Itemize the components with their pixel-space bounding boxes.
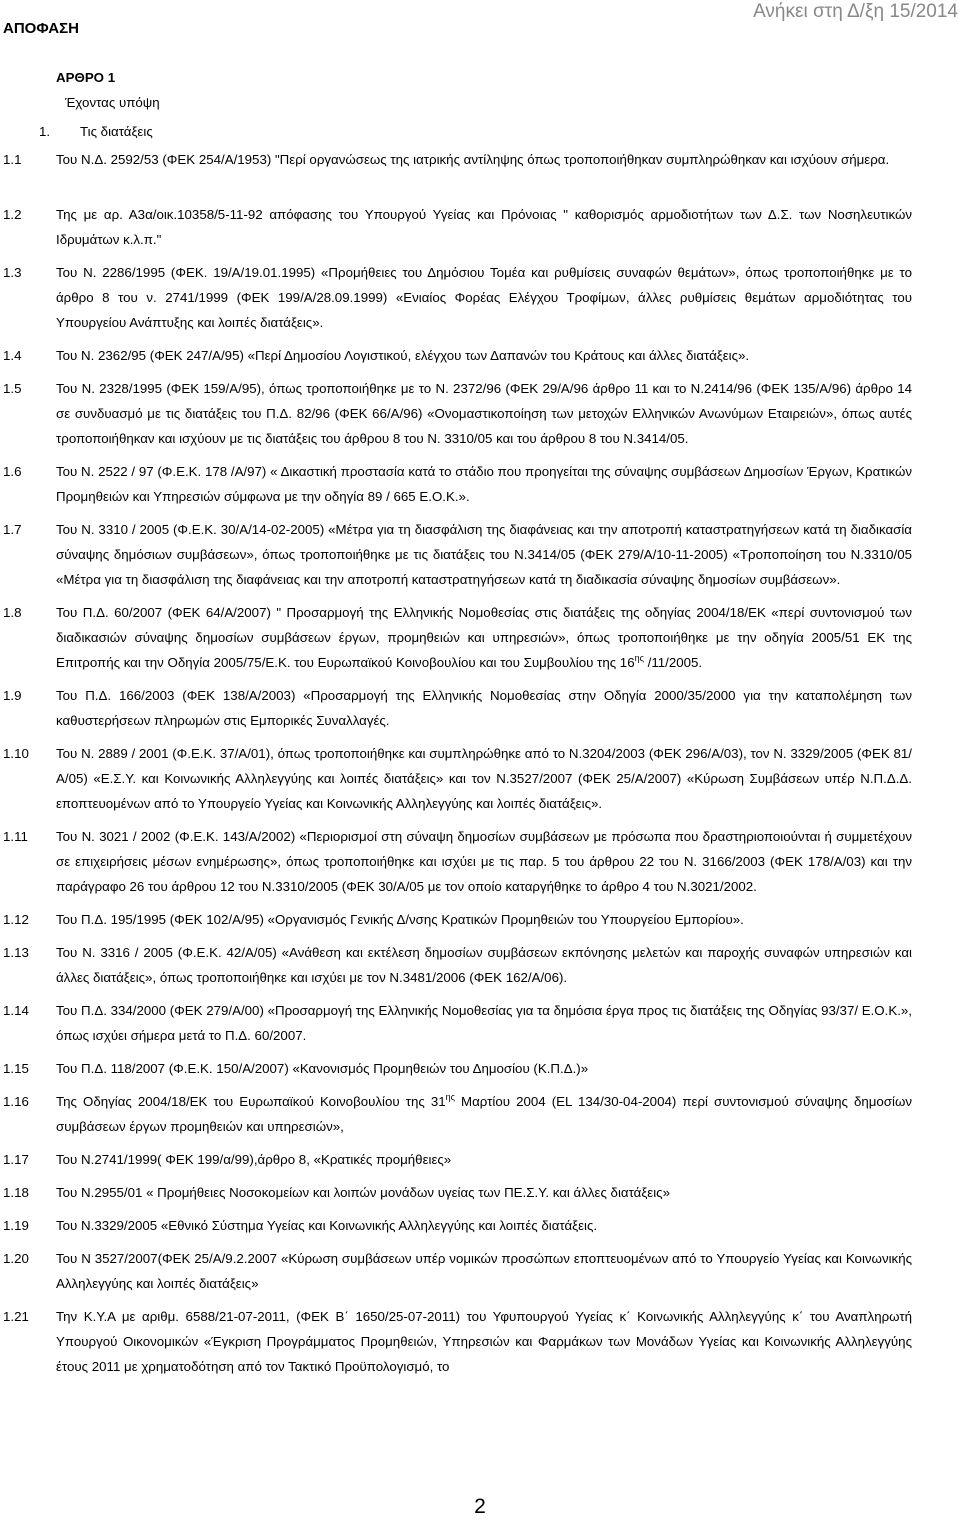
list-item-1-13 <box>0 940 960 990</box>
list-item-1-9 <box>0 683 960 733</box>
ordinal-suffix: ης <box>445 1092 455 1102</box>
item-number: 1.2 <box>3 207 22 222</box>
list-item-1-7 <box>0 517 960 592</box>
list-item-1-21 <box>0 1304 960 1379</box>
ordinal-suffix: ης <box>634 653 644 663</box>
item-text-block <box>56 600 912 675</box>
document-body <box>0 66 960 1387</box>
list-item-1-17 <box>0 1147 960 1172</box>
section-heading <box>0 116 960 148</box>
list-item-1-16 <box>0 1089 960 1139</box>
decision-title: ΑΠΟΦΑΣΗ <box>3 20 79 37</box>
item-number: 1.18 <box>3 1185 29 1200</box>
list-item-1-19 <box>0 1213 960 1238</box>
item-text: Την Κ.Υ.Α με αριθμ. 6588/21-07-2011, (ΦΕΚ Β΄ 1650/25-07-2011) του Υφυπουργού Υγείας κ΄ Κοινωνικής Αλληλεγγύης κ΄ του Αναπληρωτή Υπουργού Οικονομικών «Έγκριση Προγράμματος Προμηθειών, Υπηρεσιών και Φαρμάκων των Μονάδων Υγείας και Κοινωνικής Αλληλεγγύης έτους 2011 με χρηματοδότηση από τον Τακτικό Προϋπολογισμό, το <box>56 1309 912 1374</box>
item-text: Του Π.Δ. 166/2003 (ΦΕΚ 138/Α/2003) «Προσαρμογή της Ελληνικής Νομοθεσίας στην Οδηγία 2000/35/2000 για την καταπολέμηση των καθυστερήσεων πληρωμών στις Εμπορικές Συναλλαγές. <box>56 688 912 728</box>
recital-line: Έχοντας υπόψη <box>65 95 160 110</box>
list-item-1-3 <box>0 260 960 335</box>
section-number: 1. <box>39 124 51 139</box>
list-item-1-14 <box>0 998 960 1048</box>
item-text: Του Ν. 3310 / 2005 (Φ.Ε.Κ. 30/Α/14-02-2005) «Μέτρα για τη διασφάλιση της διαφάνειας και την αποτροπή καταστρατηγήσεων κατά τη διαδικασία σύναψης δημόσιων συμβάσεων», όπως τροποποιήθηκε με τις διατάξεις του Ν.3414/05 (ΦΕΚ 279/Α/10-11-2005) «Τροποποίηση του Ν.3310/05 «Μέτρα για τη διασφάλιση της διαφάνειας και την αποτροπή καταστρατηγήσεων κατά τη διαδικασία σύναψης δημοσίων συμβάσεων». <box>56 522 912 587</box>
item-text: Του Ν. 2522 / 97 (Φ.Ε.Κ. 178 /Α/97) « Δικαστική προστασία κατά το στάδιο που προηγείται της σύναψης συμβάσεων Δημοσίων Έργων, Κρατικών Προμηθειών και Υπηρεσιών σύμφωνα με την οδηγία 89 / 665 Ε.Ο.Κ.». <box>56 464 912 504</box>
item-text: Του Ν.2741/1999( ΦΕΚ 199/α/99),άρθρο 8, «Κρατικές προμήθειες» <box>56 1152 452 1167</box>
item-text: Του Ν. 2362/95 (ΦΕΚ 247/Α/95) «Περί Δημοσίου Λογιστικού, ελέγχου των Δαπανών του Κράτους και άλλες διατάξεις». <box>56 348 750 363</box>
item-number: 1.3 <box>3 265 22 280</box>
item-text: Του Π.Δ. 334/2000 (ΦΕΚ 279/Α/00) «Προσαρμογή της Ελληνικής Νομοθεσίας για τα δημόσια έργα προς τις διατάξεις της Οδηγίας 93/37/ Ε.Ο.Κ.», όπως ισχύει σήμερα μετά το Π.Δ. 60/2007. <box>56 1003 912 1043</box>
item-number: 1.14 <box>3 1003 29 1018</box>
list-item-1-8 <box>0 600 960 675</box>
page-header <box>0 0 960 46</box>
item-text: Του Ν. 2286/1995 (ΦΕΚ. 19/Α/19.01.1995) «Προμήθειες του Δημόσιου Τομέα και ρυθμίσεις συναφών θεμάτων», όπως τροποποιήθηκε με το άρθρο 8 του ν. 2741/1999 (ΦΕΚ 199/Α/28.09.1999) «Ενιαίος Φορέας Ελέγχου Τροφίμων, άλλες ρυθμίσεις θεμάτων αρμοδιότητας του Υπουργείου Ανάπτυξης και λοιπές διατάξεις». <box>56 265 912 330</box>
section-label: Τις διατάξεις <box>80 124 153 139</box>
item-text: Της με αρ. Α3α/οικ.10358/5-11-92 απόφασης του Υπουργού Υγείας και Πρόνοιας " καθορισμός αρμοδιοτήτων των Δ.Σ. των Νοσηλευτικών Ιδρυμάτων κ.λ.π." <box>56 207 912 247</box>
list-item-1-12 <box>0 907 960 932</box>
list-item-1-11 <box>0 824 960 899</box>
list-item-1-6 <box>0 459 960 509</box>
item-text: Του Ν. 2328/1995 (ΦΕΚ 159/Α/95), όπως τροποποιήθηκε με το Ν. 2372/96 (ΦΕΚ 29/Α/96 άρθρο 11 και το Ν.2414/96 (ΦΕΚ 135/Α/96) άρθρο 14 σε συνδυασμό με τις διατάξεις του Π.Δ. 82/96 (ΦΕΚ 66/Α/96) «Ονομαστικοποίηση των μετοχών Ελληνικών Ανωνύμων Εταιρειών», όπως αυτές τροποποιήθηκαν και ισχύουν με τις διατάξεις του άρθρου 8 του Ν. 3310/05 και του άρθρου 8 του Ν.3414/05. <box>56 381 912 446</box>
list-item-1-5 <box>0 376 960 451</box>
list-item-1-1 <box>0 148 960 194</box>
item-text: Του Ν.Δ. 2592/53 (ΦΕΚ 254/Α/1953) "Περί οργανώσεως της ιατρικής αντίληψης όπως τροποποιήθηκαν συμπληρώθηκαν και ισχύουν σήμερα. <box>56 152 890 167</box>
item-number: 1.4 <box>3 348 22 363</box>
item-text: Του Ν 3527/2007(ΦΕΚ 25/Α/9.2.2007 «Κύρωση συμβάσεων υπέρ νομικών προσώπων εποπτευομένων από το Υπουργείο Υγείας και Κοινωνικής Αλληλεγγύης και λοιπές διατάξεις» <box>56 1251 912 1291</box>
item-number: 1.12 <box>3 912 29 927</box>
item-number: 1.21 <box>3 1309 29 1324</box>
list-item-1-2 <box>0 202 960 252</box>
item-text: Του Ν.3329/2005 «Εθνικό Σύστημα Υγείας και Κοινωνικής Αλληλεγγύης και λοιπές διατάξεις. <box>56 1218 598 1233</box>
list-item-1-10 <box>0 741 960 816</box>
item-number: 1.10 <box>3 746 29 761</box>
item-number: 1.9 <box>3 688 22 703</box>
directive-reference: Ανήκει στη Δ/ξη 15/2014 <box>753 1 958 22</box>
list-item-1-20 <box>0 1246 960 1296</box>
item-text-block <box>56 1089 912 1139</box>
item-number: 1.8 <box>3 605 22 620</box>
item-number: 1.11 <box>3 829 28 844</box>
item-text: Της Οδηγίας 2004/18/ΕΚ του Ευρωπαϊκού Κοινοβουλίου της 31 <box>56 1094 446 1109</box>
item-text: Του Ν. 2889 / 2001 (Φ.Ε.Κ. 37/Α/01), όπως τροποποιήθηκε και συμπληρώθηκε από το Ν.3204/2003 (ΦΕΚ 296/Α/03), τον Ν. 3329/2005 (ΦΕΚ 81/Α/05) «Ε.Σ.Υ. και Κοινωνικής Αλληλεγγύης και λοιπές διατάξεις» και τον Ν.3527/2007 (ΦΕΚ 25/Α/2007) «Κύρωση Συμβάσεων υπέρ Ν.Π.Δ.Δ. εποπτευομένων από το Υπουργείο Υγείας και Κοινωνικής Αλληλεγγύης και λοιπές διατάξεις». <box>56 746 912 811</box>
item-text: Του Π.Δ. 60/2007 (ΦΕΚ 64/Α/2007) " Προσαρμογή της Ελληνικής Νομοθεσίας στις διατάξεις της οδηγίας 2004/18/ΕΚ «περί συντονισμού των διαδικασιών σύναψης δημοσίων συμβάσεων έργων, προμηθειών και υπηρεσιών», όπως τροποποιήθηκε με την οδηγία 2005/51 ΕΚ της Επιτροπής και την Οδηγία 2005/75/Ε.Κ. του Ευρωπαϊκού Κοινοβουλίου και του Συμβουλίου της 16 <box>56 605 912 670</box>
item-text-tail: /11/2005. <box>643 655 703 670</box>
list-item-1-18 <box>0 1180 960 1205</box>
item-number: 1.6 <box>3 464 22 479</box>
list-item-1-4 <box>0 343 960 368</box>
article-title: ΑΡΘΡΟ 1 <box>56 70 116 85</box>
page-number: 2 <box>474 1495 486 1518</box>
item-text-tail: Μαρτίου 2004 (EL 134/30-04-2004) περί συντονισμού σύναψης δημοσίων συμβάσεων έργων προμηθειών και υπηρεσιών», <box>56 1094 912 1134</box>
item-number: 1.16 <box>3 1094 29 1109</box>
item-number: 1.1 <box>3 152 22 167</box>
item-text: Του Ν. 3021 / 2002 (Φ.Ε.Κ. 143/Α/2002) «Περιορισμοί στη σύναψη δημοσίων συμβάσεων με πρόσωπα που δραστηριοποιούνται ή συμμετέχουν σε επιχειρήσεις μέσων ενημέρωσης», όπως τροποποιήθηκε και ισχύει με τις παρ. 5 του άρθρου 22 του Ν. 3166/2003 (ΦΕΚ 178/Α/03) και την παράγραφο 26 του άρθρου 12 του Ν.3310/2005 (ΦΕΚ 30/Α/05 με τον οποίο καταργήθηκε το άρθρο 4 του Ν.3021/2002. <box>56 829 912 894</box>
item-number: 1.5 <box>3 381 22 396</box>
item-text: Του Π.Δ. 118/2007 (Φ.Ε.Κ. 150/Α/2007) «Κανονισμός Προμηθειών του Δημοσίου (Κ.Π.Δ.)» <box>56 1061 589 1076</box>
item-number: 1.13 <box>3 945 29 960</box>
item-number: 1.7 <box>3 522 22 537</box>
item-number: 1.15 <box>3 1061 29 1076</box>
item-text: Του Ν. 3316 / 2005 (Φ.Ε.Κ. 42/Α/05) «Ανάθεση και εκτέλεση δημοσίων συμβάσεων εκπόνησης μελετών και παροχής συναφών υπηρεσιών και άλλες διατάξεις», όπως τροποποιήθηκε και ισχύει με τον Ν.3481/2006 (ΦΕΚ 162/Α/06). <box>56 945 912 985</box>
item-number: 1.20 <box>3 1251 29 1266</box>
list-item-1-15 <box>0 1056 960 1081</box>
item-number: 1.17 <box>3 1152 29 1167</box>
item-number: 1.19 <box>3 1218 29 1233</box>
item-text: Του Ν.2955/01 « Προμήθειες Νοσοκομείων και λοιπών μονάδων υγείας των ΠΕ.Σ.Υ. και άλλες διατάξεις» <box>56 1185 670 1200</box>
item-text: Του Π.Δ. 195/1995 (ΦΕΚ 102/Α/95) «Οργανισμός Γενικής Δ/νσης Κρατικών Προμηθειών του Υπουργείου Εμπορίου». <box>56 912 744 927</box>
